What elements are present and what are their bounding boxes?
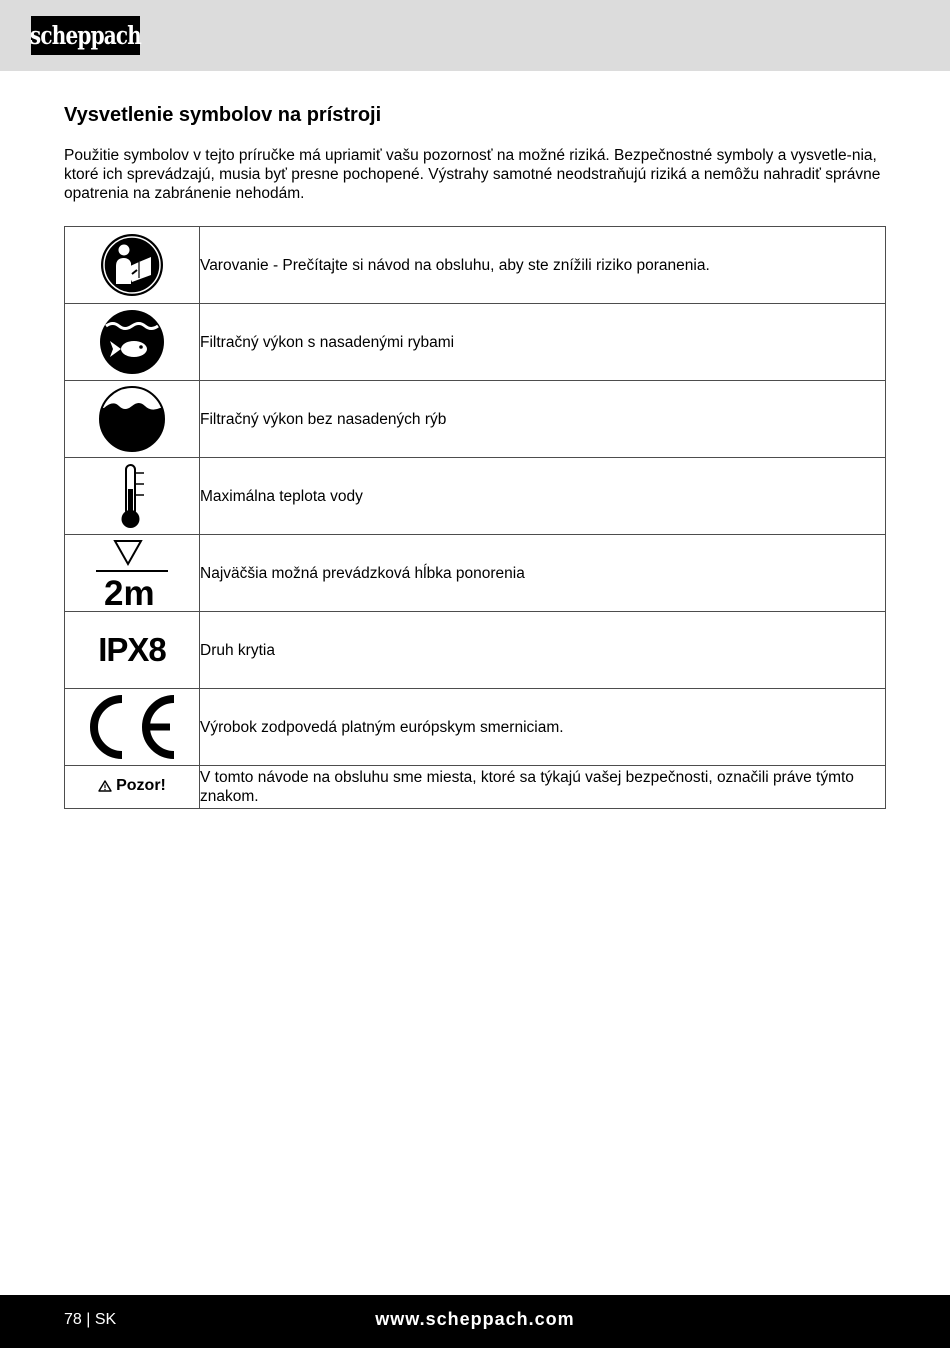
read-manual-icon <box>99 232 165 298</box>
symbol-description: Filtračný výkon s nasadenými rybami <box>200 304 886 381</box>
pozor-warning <box>98 777 166 795</box>
symbol-cell <box>65 304 200 381</box>
page-title: Vysvetlenie symbolov na prístroji <box>64 104 382 126</box>
symbol-cell <box>65 227 200 304</box>
page-header <box>0 0 950 71</box>
symbol-description: Druh krytia <box>200 612 886 689</box>
brand-logo <box>31 16 140 55</box>
table-row <box>65 304 886 381</box>
water-filter-icon <box>99 386 165 452</box>
symbol-cell <box>65 689 200 766</box>
table-row <box>65 381 886 458</box>
symbol-cell <box>65 535 200 612</box>
symbol-description: V tomto návode na obsluhu sme miesta, ktoré sa týkajú vašej bezpečnosti, označili práve týmto znakom. <box>200 766 886 809</box>
symbol-description: Najväčšia možná prevádzková hĺbka ponorenia <box>200 535 886 612</box>
symbol-description: Filtračný výkon bez nasadených rýb <box>200 381 886 458</box>
symbol-cell <box>65 458 200 535</box>
ipx8-icon: IPX8 <box>98 631 166 668</box>
table-row <box>65 227 886 304</box>
table-row <box>65 612 886 689</box>
symbol-description: Maximálna teplota vody <box>200 458 886 535</box>
thermometer-icon <box>112 463 152 529</box>
fish-filter-icon <box>99 309 165 375</box>
symbol-description: Varovanie - Prečítajte si návod na obsluhu, aby ste znížili riziko poranenia. <box>200 227 886 304</box>
pozor-label: Pozor! <box>116 777 166 794</box>
table-row <box>65 689 886 766</box>
table-row <box>65 766 886 809</box>
ce-mark-icon <box>84 693 180 761</box>
warning-triangle-icon <box>98 780 112 792</box>
symbol-cell <box>65 381 200 458</box>
symbol-cell <box>65 766 200 809</box>
page-number: 78 | SK <box>64 1311 117 1328</box>
website-url: www.scheppach.com <box>375 1309 575 1329</box>
page-footer <box>0 1295 950 1348</box>
intro-paragraph: Použitie symbolov v tejto príručke má upriamiť vašu pozornosť na možné riziká. Bezpečnostné symboly a vysvetle-nia, ktoré ich sprevádzajú, musia byť presne pochopené. Výstrahy samotné neodstraňujú riziká a nemôžu nahradiť správne opatrenia na zabránenie nehodám. <box>64 147 881 202</box>
symbols-table <box>64 226 886 809</box>
symbol-cell <box>65 612 200 689</box>
symbol-description: Výrobok zodpovedá platným európskym smerniciam. <box>200 689 886 766</box>
table-row <box>65 458 886 535</box>
depth-icon <box>92 538 172 608</box>
table-row <box>65 535 886 612</box>
depth-label: 2m <box>104 574 155 608</box>
brand-name: scheppach <box>29 21 142 50</box>
